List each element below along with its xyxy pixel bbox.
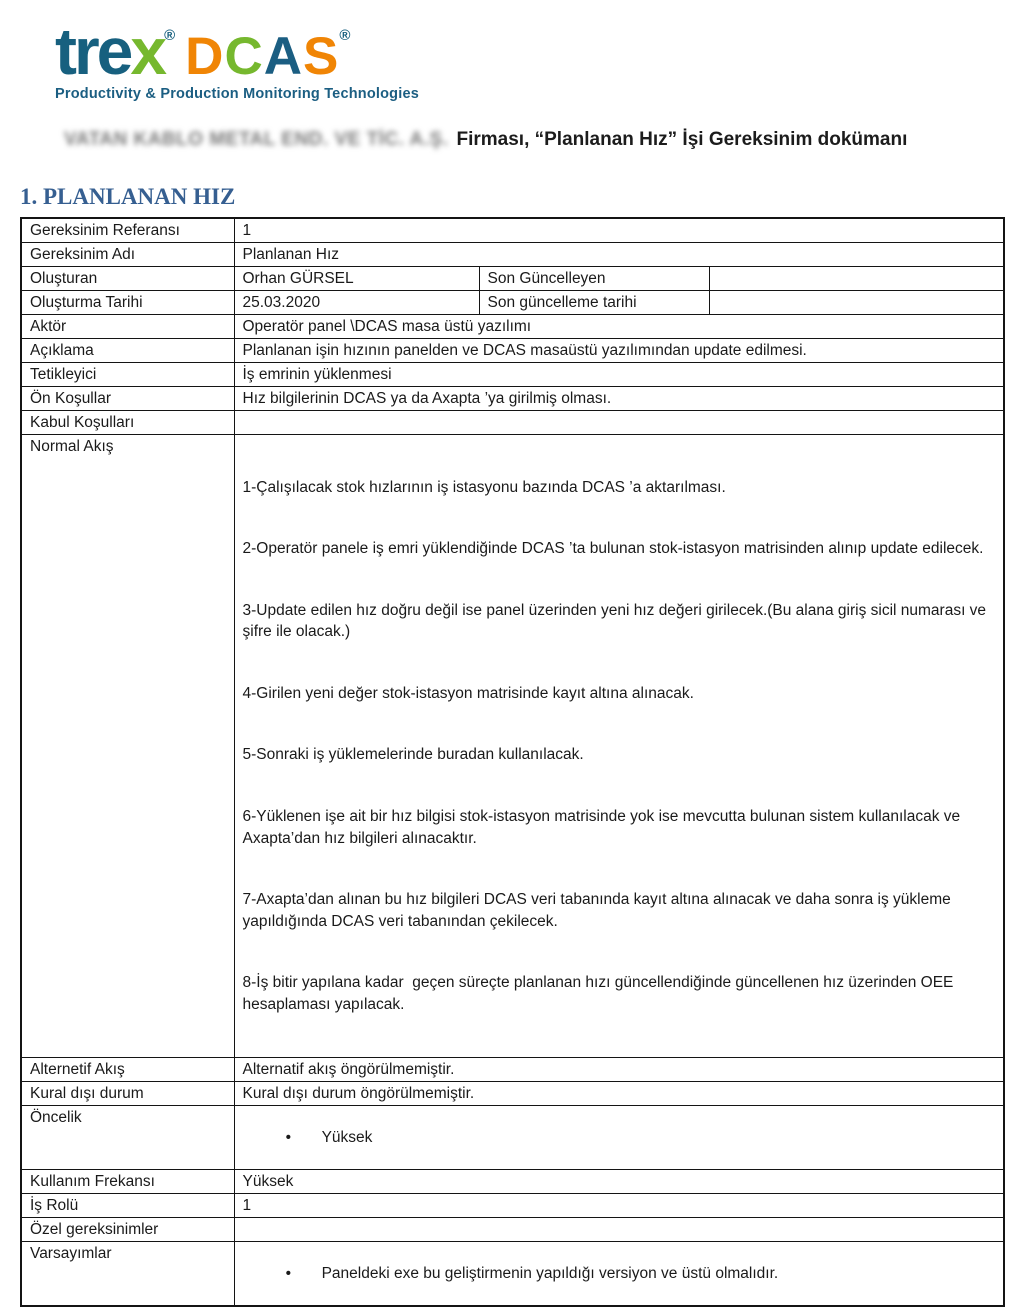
row-label: Son Güncelleyen (479, 267, 709, 291)
row-label: Kullanım Frekansı (21, 1170, 234, 1194)
logo-trex-prefix: tre (55, 14, 131, 88)
table-row (21, 339, 1004, 363)
table-row (21, 1170, 1004, 1194)
row-label: Kabul Koşulları (21, 411, 234, 435)
row-value: İş emrinin yüklenmesi (234, 363, 1004, 387)
flow-step: 7-Axapta’dan alınan bu hız bilgileri DCAS veri tabanında kayıt altına alınacak ve daha sonra iş yükleme yapıldığında DCAS veri tabanından çekilecek. (242, 891, 956, 930)
table-row (21, 267, 1004, 291)
bullet-icon: • (285, 1264, 292, 1282)
row-value-steps (234, 435, 1004, 1058)
logo-dcas-letter-s: S (303, 27, 340, 86)
row-value (709, 267, 1004, 291)
trex-dcas-logo (55, 14, 419, 102)
logo-dcas-letter-a: A (263, 27, 303, 86)
logo-trex-x: x (130, 14, 165, 88)
table-row (21, 218, 1004, 243)
table-row (21, 363, 1004, 387)
table-row (21, 315, 1004, 339)
table-row (21, 1218, 1004, 1242)
table-row (21, 387, 1004, 411)
table-row (21, 291, 1004, 315)
row-value: 25.03.2020 (234, 291, 479, 315)
table-row (21, 1194, 1004, 1218)
row-value: 1 (234, 218, 1004, 243)
row-label: Son güncelleme tarihi (479, 291, 709, 315)
row-label: Özel gereksinimler (21, 1218, 234, 1242)
document-title: Firması, “Planlanan Hız” İşi Gereksinim dokümanı (456, 129, 908, 150)
row-label: Oluşturan (21, 267, 234, 291)
row-label: Ön Koşullar (21, 387, 234, 411)
requirements-table (20, 217, 1005, 1307)
table-row (21, 243, 1004, 267)
row-value (234, 1242, 1004, 1307)
row-value (234, 1106, 1004, 1170)
table-row (21, 1058, 1004, 1082)
redacted-company-name: VATAN KABLO METAL END. VE TİC. A.Ş. (64, 129, 449, 150)
flow-step: 8-İş bitir yapılana kadar geçen süreçte planlanan hızı güncellendiğinde güncellenen hız üzerinden OEE hesaplaması yapılacak. (242, 974, 958, 1014)
row-label: Kural dışı durum (21, 1082, 234, 1106)
registered-trademark-icon: ® (164, 27, 176, 44)
registered-trademark-icon: ® (339, 27, 351, 44)
table-row-normal-flow (21, 435, 1004, 1058)
row-label: Oluşturma Tarihi (21, 291, 234, 315)
table-row (21, 1082, 1004, 1106)
row-label: Alternetif Akış (21, 1058, 234, 1082)
row-value: Kural dışı durum öngörülmemiştir. (234, 1082, 1004, 1106)
row-label: Gereksinim Referansı (21, 218, 234, 243)
bullet-text: Yüksek (321, 1128, 373, 1146)
row-label: Tetikleyici (21, 363, 234, 387)
row-value (234, 1218, 1004, 1242)
row-label: Öncelik (21, 1106, 234, 1170)
row-value: Hız bilgilerinin DCAS ya da Axapta ’ya girilmiş olması. (234, 387, 1004, 411)
document-title-line (64, 129, 907, 151)
row-label: Aktör (21, 315, 234, 339)
flow-step: 3-Update edilen hız doğru değil ise panel üzerinden yeni hız değeri girilecek.(Bu alana giriş sicil numarası ve şifre ile olacak.) (242, 601, 991, 641)
row-value (234, 411, 1004, 435)
row-value: Planlanan işin hızının panelden ve DCAS masaüstü yazılımından update edilmesi. (234, 339, 1004, 363)
section-heading: 1. PLANLANAN HIZ (20, 184, 236, 209)
flow-step: 1-Çalışılacak stok hızlarının iş istasyonu bazında DCAS ’a aktarılması. (242, 478, 726, 496)
bullet-icon: • (285, 1128, 292, 1146)
row-label: Varsayımlar (21, 1242, 234, 1307)
flow-step: 4-Girilen yeni değer stok-istasyon matrisinde kayıt altına alınacak. (242, 684, 694, 702)
row-label: Normal Akış (21, 435, 234, 1058)
row-value: Yüksek (234, 1170, 1004, 1194)
logo-dcas-letter-d: D (185, 27, 225, 86)
row-value (709, 291, 1004, 315)
flow-step: 6-Yüklenen işe ait bir hız bilgisi stok-istasyon matrisinde yok ise mevcutta bulunan sistem kullanılacak ve Axapta’dan hız bilgileri alınacaktır. (242, 808, 964, 847)
table-row (21, 411, 1004, 435)
table-row (21, 1242, 1004, 1307)
flow-step: 2-Operatör panele iş emri yüklendiğinde DCAS ’ta bulunan stok-istasyon matrisinden alınıp update edilecek. (242, 540, 984, 558)
logo-wordmark (55, 14, 419, 88)
logo-tagline: Productivity & Production Monitoring Technologies (55, 86, 419, 102)
row-value: Orhan GÜRSEL (234, 267, 479, 291)
flow-step: 5-Sonraki iş yüklemelerinde buradan kullanılacak. (242, 746, 584, 764)
row-label: İş Rolü (21, 1194, 234, 1218)
bullet-text: Paneldeki exe bu geliştirmenin yapıldığı versiyon ve üstü olmalıdır. (321, 1264, 779, 1282)
row-label: Açıklama (21, 339, 234, 363)
logo-dcas-letter-c: C (224, 27, 264, 86)
row-value: 1 (234, 1194, 1004, 1218)
row-value: Alternatif akış öngörülmemiştir. (234, 1058, 1004, 1082)
row-value: Operatör panel \DCAS masa üstü yazılımı (234, 315, 1004, 339)
row-value: Planlanan Hız (234, 243, 1004, 267)
row-label: Gereksinim Adı (21, 243, 234, 267)
table-row (21, 1106, 1004, 1170)
